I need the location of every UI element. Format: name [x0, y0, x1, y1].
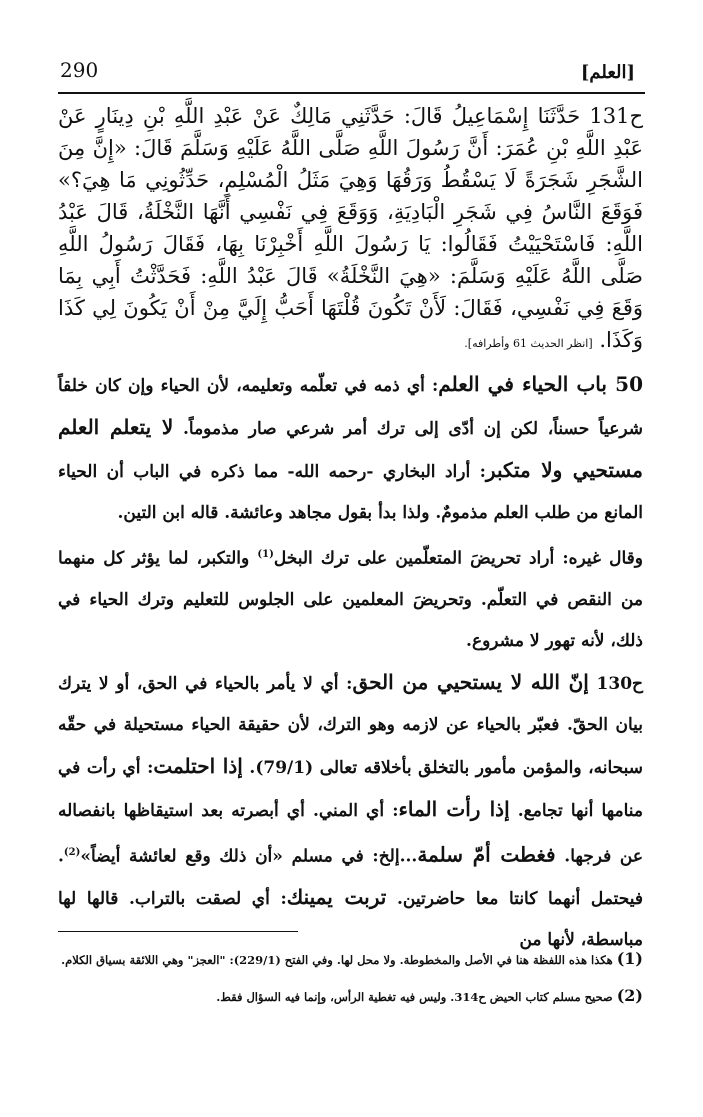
footnote-1 — [58, 944, 643, 975]
paragraph-2-text-2: والتكبر، لما يؤثر كل منهما من النقص في التعلّم. وتحريضَ المعلمين على الجلوس للتعليم وترك الحياء في ذلك، لأنه تهور لا مشروع. — [58, 548, 643, 651]
footnote-2-text: صحيح مسلم كتاب الحيض ح314. وليس فيه تغطية الرأس، وإنما فيه السؤال فقط. — [216, 990, 613, 1004]
footnote-ref-2[interactable]: (2) — [63, 846, 81, 858]
footnote-2 — [58, 981, 643, 1012]
hadith-130-text-4: ...إلخ: في مسلم «أن ذلك وقع لعائشة أيضاً» — [80, 846, 418, 867]
hadith-130-commentary — [58, 662, 643, 962]
paragraph-2-text-1: وقال غيره: أراد تحريضَ المتعلّمين على ترك البخل — [273, 548, 643, 569]
running-title: [العلم] — [580, 62, 635, 83]
section-50-quote: لا يتعلم العلم مستحيي ولا متكبر — [58, 415, 643, 482]
section-50-text-1: : أي ذمه في تعلّمه وتعليمه، لأن الحياء وإن كان خلقاً شرعياً حسناً، لكن إن أدّى إلى ترك أمر شرعي صار مذموماً. — [58, 376, 643, 439]
hadith-130-text-1: : أي لا يأمر بالحياء في الحق، أو لا يترك بيان الحقّ. فعبّر بالحياء عن لازمه وهو الترك، لأن حقيقة الحياء مستحيلة في حقّه سبحانه، والمؤمن مأمور بالتخلق بأخلاقه تعالى (79/1). — [58, 673, 643, 778]
header-rule — [58, 92, 645, 94]
hadith-131 — [58, 100, 643, 360]
hadith-130-prefix: ح130 — [588, 673, 644, 694]
footnote-separator — [58, 931, 298, 932]
section-50 — [58, 364, 643, 534]
hadith-130-text-6: : أي لصقت بالتراب. قالها لها مباسطة، لأنها من — [58, 889, 643, 951]
hadith-130-phrase-1: إنّ الله لا يستحيي من الحق — [352, 669, 589, 694]
footnote-1-text: هكذا هذه اللفظة هنا في الأصل والمخطوطة. ولا محل لها. وفي الفتح (229/1): "العجز" وهي اللائقة بسياق الكلام. — [61, 953, 613, 967]
footnote-1-mark: (1) — [616, 949, 643, 968]
hadith-131-text: ح131 حَدَّثَنَا إِسْمَاعِيلُ قَالَ: حَدَّثَنِي مَالِكٌ عَنْ عَبْدِ اللَّهِ بْنِ دِينَارٍ عَنْ عَبْدِ اللَّهِ بْنِ عُمَرَ: أَنَّ رَسُولَ اللَّهِ صَلَّى اللَّهُ عَلَيْهِ وَسَلَّمَ قَالَ: «إِنَّ مِنَ الشَّجَرِ شَجَرَةً لَا يَسْقُطُ وَرَقُهَا وَهِيَ مَثَلُ الْمُسْلِمِ، حَدِّثُونِي مَا هِيَ؟» فَوَقَعَ النَّاسُ فِي شَجَرِ الْبَادِيَةِ، وَوَقَعَ فِي نَفْسِي أَنَّهَا النَّخْلَةُ، قَالَ عَبْدُ اللَّهِ: فَاسْتَحْيَيْتُ فَقَالُوا: يَا رَسُولَ اللَّهِ أَخْبِرْنَا بِهَا، فَقَالَ رَسُولُ اللَّهِ صَلَّى اللَّهُ عَلَيْهِ وَسَلَّمَ: «هِيَ النَّخْلَةُ» قَالَ عَبْدُ اللَّهِ: فَحَدَّثْتُ أَبِي بِمَا وَقَعَ فِي نَفْسِي، فَقَالَ: لَأَنْ تَكُونَ قُلْتَهَا أَحَبُّ إِلَيَّ مِنْ أَنْ يَكُونَ لِي كَذَا وَكَذَا. — [58, 104, 643, 352]
hadith-130-phrase-2: إذا احتلمت — [153, 753, 243, 778]
main-text — [58, 100, 643, 961]
paragraph-2 — [58, 534, 643, 662]
footnotes — [58, 944, 643, 1018]
hadith-130-phrase-4: فغطت أمّ سلمة — [417, 842, 556, 867]
hadith-130-phrase-3: إذا رأت الماء — [398, 796, 510, 821]
hadith-131-reference: [انظر الحديث 61 وأطرافه]. — [464, 337, 593, 350]
hadith-130-text-2: : أي رأت في منامها أنها تجامع. — [58, 757, 643, 821]
hadith-130-text-5: . فيحتمل أنهما كانتا معا حاضرتين. — [58, 846, 643, 910]
section-50-text-2: : أراد البخاري -رحمه الله- مما ذكره في الباب أن الحياء المانع من طلب العلم مذمومٌ. ولذا بدأ بقول مجاهد وعائشة. قاله ابن التين. — [58, 462, 643, 523]
hadith-130-text-3: : أي المني. أي أبصرته بعد استيقاظها بانفصاله عن فرجها. — [58, 800, 643, 867]
footnote-ref-1[interactable]: (1) — [257, 549, 274, 560]
section-50-heading: 50 باب الحياء في العلم — [438, 372, 643, 396]
page-number: 290 — [60, 58, 99, 82]
footnote-2-mark: (2) — [616, 986, 643, 1005]
hadith-130-phrase-5: تربت يمينك — [286, 885, 387, 910]
